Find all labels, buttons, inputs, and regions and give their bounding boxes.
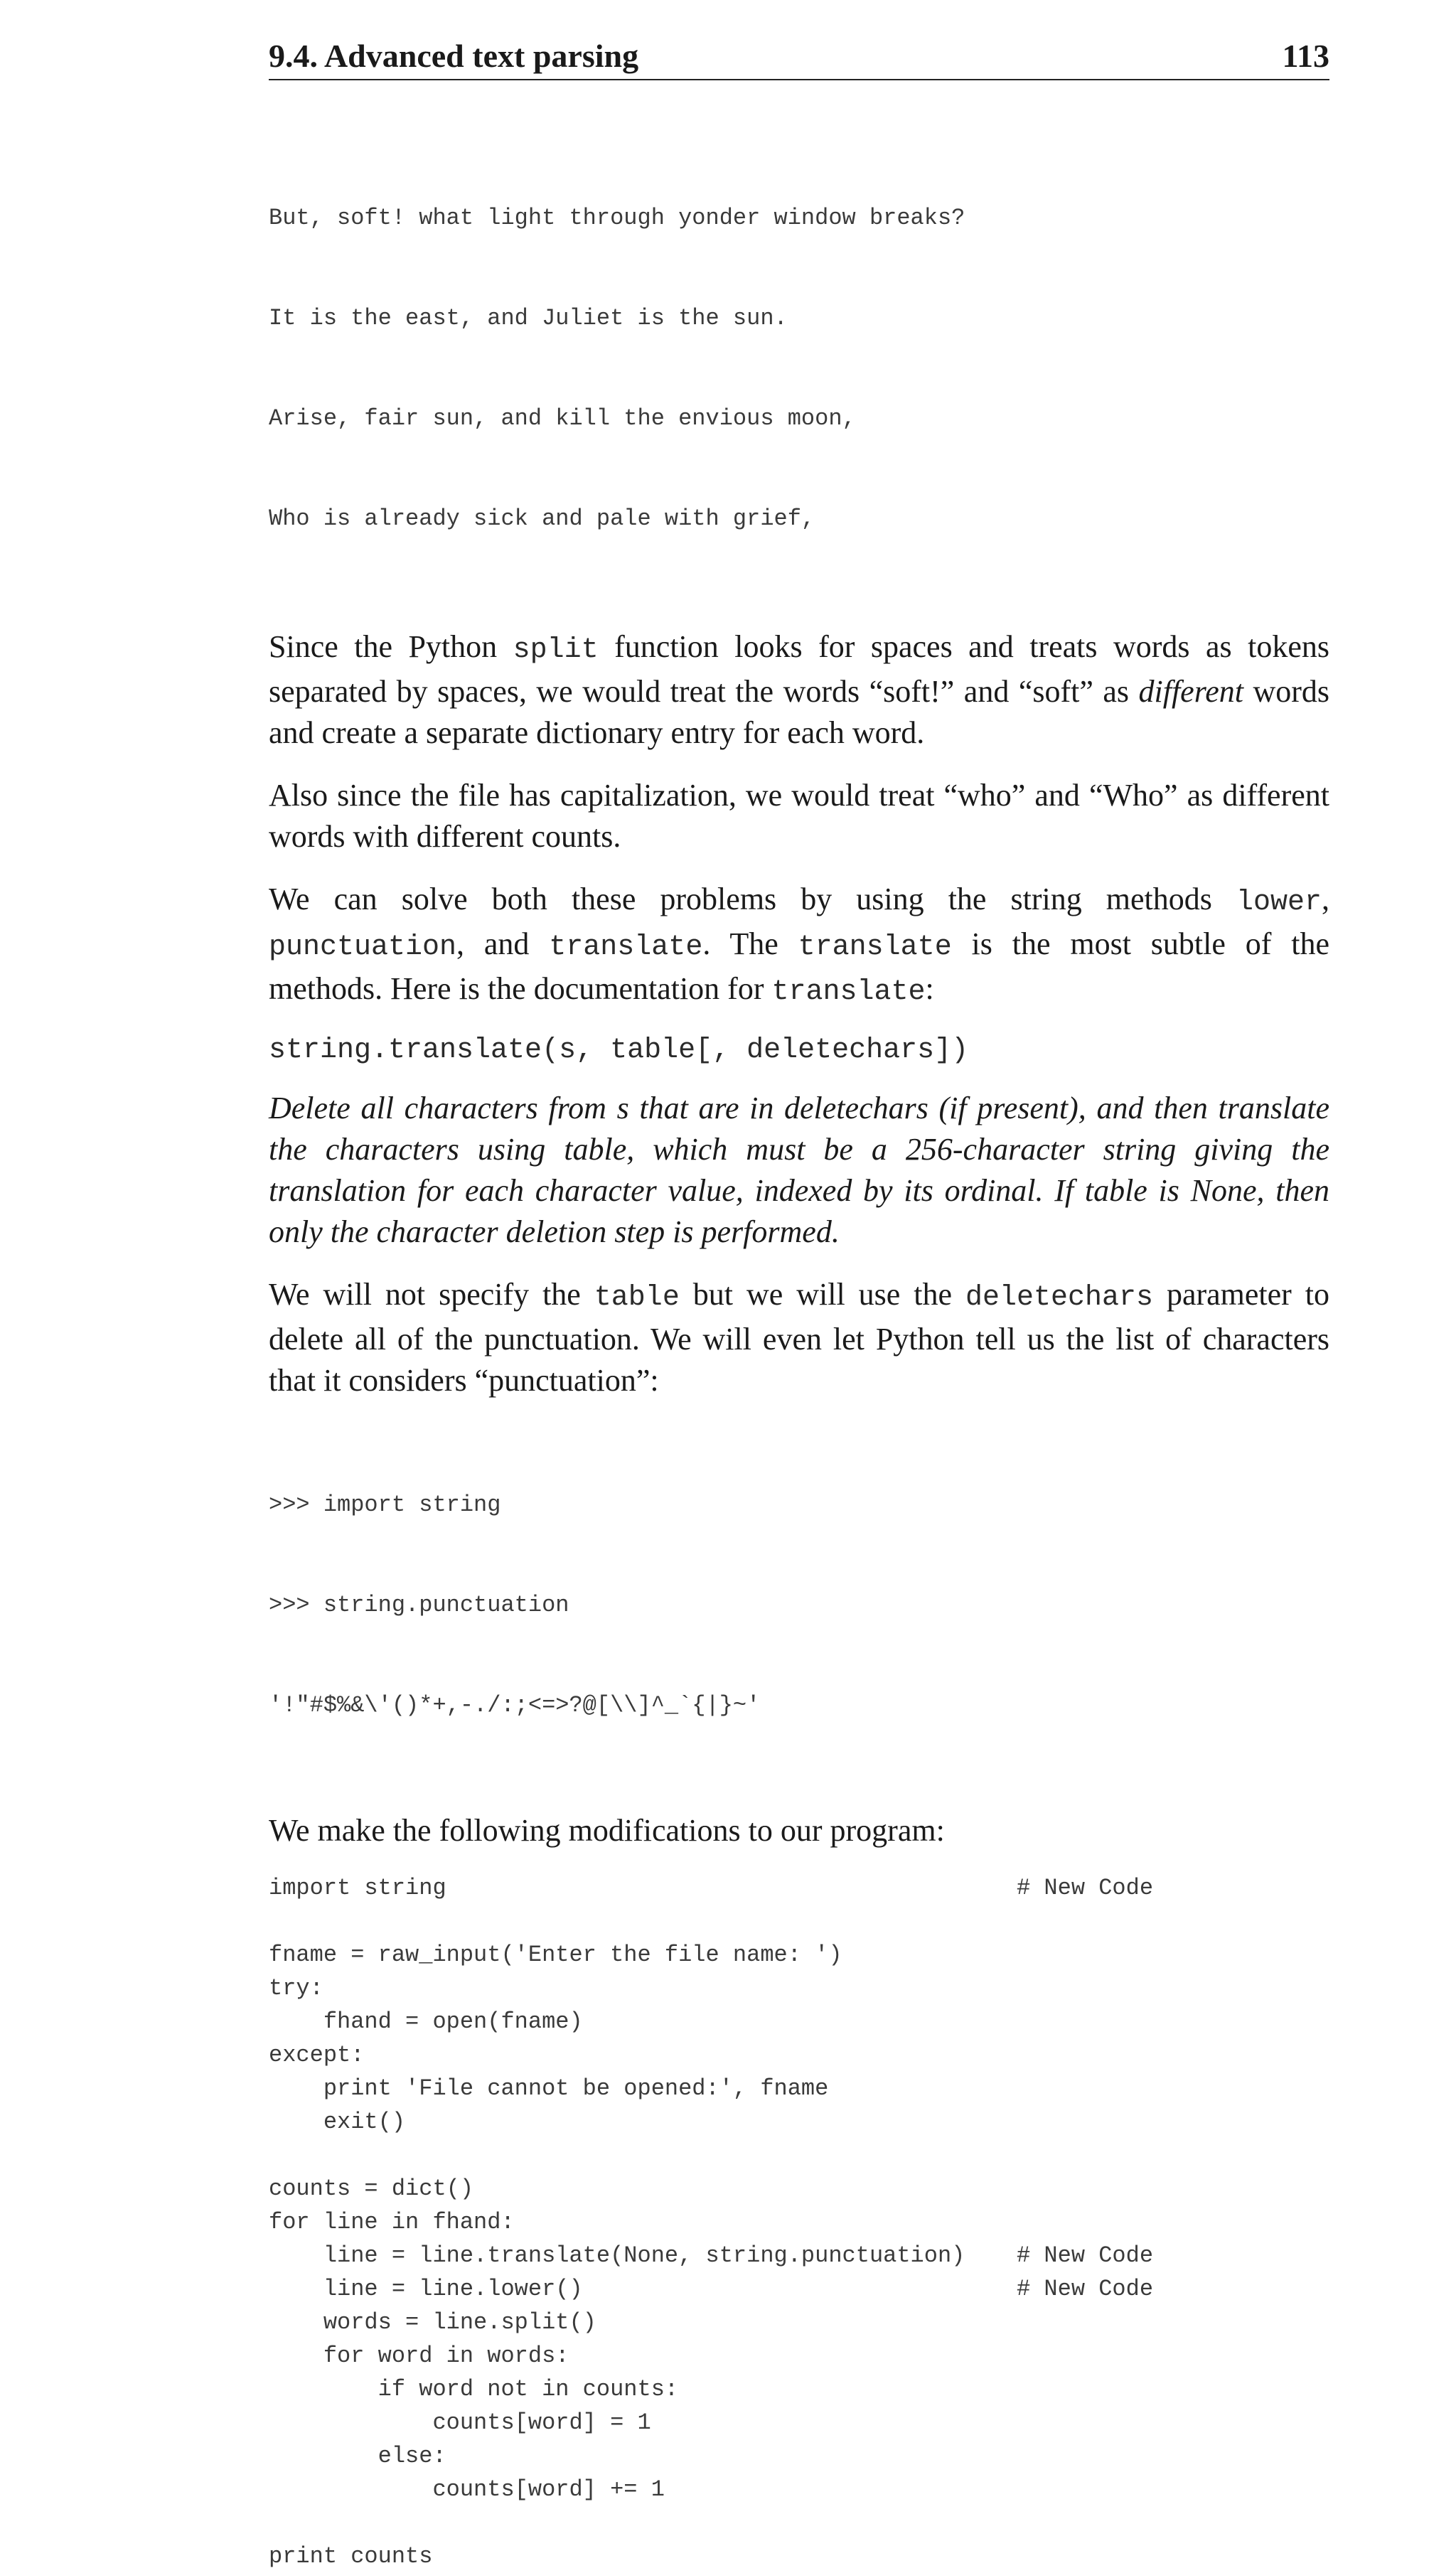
code-text: [269, 1905, 1017, 1938]
program-listing: [269, 1871, 1329, 2573]
code-line: [269, 2072, 1329, 2105]
code-text: fname = raw_input('Enter the file name: '): [269, 1942, 842, 1968]
inline-code: translate: [771, 976, 926, 1008]
code-text: for word in words:: [269, 2343, 569, 2369]
text-run: ,: [1322, 882, 1329, 916]
emphasis: different: [1138, 674, 1243, 709]
inline-code: translate: [549, 931, 703, 963]
function-signature: string.translate(s, table[, deletechars]): [269, 1034, 969, 1066]
code-line: [269, 2272, 1329, 2306]
book-page: [269, 37, 1329, 2573]
code-text: print counts: [269, 2543, 433, 2569]
code-line: [269, 2038, 1329, 2072]
text-run: Since the Python: [269, 629, 513, 664]
code-text: [269, 2139, 1017, 2172]
inline-code: translate: [798, 931, 952, 963]
text-run: but we will use the: [679, 1277, 965, 1312]
code-text: fhand = open(fname): [269, 2008, 583, 2035]
code-text: counts = dict(): [269, 2176, 474, 2202]
paragraph-capitalization: Also since the file has capitalization, we would treat “who” and “Who” as different words with different counts.: [269, 778, 1329, 854]
text-run: . The: [702, 926, 798, 961]
verse-block: [269, 134, 1329, 602]
code-text: line = line.translate(None, string.punctuation): [269, 2242, 965, 2269]
code-text: [269, 2506, 1017, 2540]
verse-line: It is the east, and Juliet is the sun.: [269, 305, 788, 331]
text-run: words and create a separate dictionary entry for each word.: [269, 674, 1329, 750]
code-text: else:: [269, 2443, 446, 2469]
code-text: counts[word] = 1: [269, 2409, 651, 2436]
code-text: exit(): [269, 2109, 406, 2135]
inline-code: lower: [1236, 887, 1322, 919]
verse-line: Who is already sick and pale with grief,: [269, 505, 815, 532]
code-text: try:: [269, 1975, 323, 2001]
documentation-quote: Delete all characters from s that are in deletechars (if present), and then translate the characters using table, which must be a 256-character string giving the translation for each character value, indexed by its ordinal. If table is None, then only the character deletion step is performed.: [269, 1091, 1329, 1249]
code-text: for line in fhand:: [269, 2209, 515, 2235]
inline-code: deletechars: [965, 1282, 1153, 1314]
code-line: [269, 2205, 1329, 2239]
code-line: [269, 2306, 1329, 2339]
code-line: [269, 1871, 1329, 1905]
code-line: [269, 2339, 1329, 2373]
section-title: 9.4. Advanced text parsing: [269, 38, 639, 74]
inline-code: table: [594, 1282, 680, 1314]
code-comment: # New Code: [1017, 2276, 1154, 2302]
inline-code: punctuation: [269, 931, 457, 963]
repl-line: >>> string.punctuation: [269, 1592, 569, 1618]
text-run: We will not specify the: [269, 1277, 594, 1312]
text-run: :: [925, 971, 934, 1006]
code-line: [269, 2239, 1329, 2272]
code-text: line = line.lower(): [269, 2276, 583, 2302]
code-line: [269, 1972, 1329, 2005]
code-line: [269, 1905, 1329, 1938]
code-line: [269, 2005, 1329, 2038]
code-line: [269, 2439, 1329, 2473]
text-run: function looks for spaces and treats words as tokens separated by spaces, we would treat the words “soft!” and “soft” as: [269, 629, 1329, 709]
verse-line: But, soft! what light through yonder window breaks?: [269, 205, 965, 231]
code-line: [269, 2139, 1329, 2172]
text-run: , and: [456, 926, 550, 961]
paragraph-split-explanation: [269, 626, 1329, 754]
code-line: [269, 2506, 1329, 2540]
running-header: [269, 37, 1329, 80]
text-run: parameter to delete all of the punctuation. We will even let Python tell us the list of characters that it considers “punctuation”:: [269, 1277, 1329, 1398]
code-line: [269, 2473, 1329, 2506]
code-line: [269, 1938, 1329, 1972]
repl-line: >>> import string: [269, 1492, 501, 1518]
repl-line: '!"#$%&\'()*+,-./:;<=>?@[\\]^_`{|}~': [269, 1692, 761, 1718]
code-text: counts[word] += 1: [269, 2476, 665, 2503]
code-comment: # New Code: [1017, 1875, 1154, 1901]
paragraph-modifications: We make the following modifications to our program:: [269, 1813, 945, 1848]
text-run: is the most subtle of the methods. Here is the documentation for: [269, 926, 1329, 1006]
code-text: except:: [269, 2042, 365, 2068]
repl-block: [269, 1421, 1329, 1789]
text-run: We can solve both these problems by using the string methods: [269, 882, 1236, 916]
code-text: if word not in counts:: [269, 2376, 679, 2402]
code-text: print 'File cannot be opened:', fname: [269, 2075, 829, 2102]
code-line: [269, 2406, 1329, 2439]
code-text: words = line.split(): [269, 2309, 596, 2336]
verse-line: Arise, fair sun, and kill the envious moon,: [269, 405, 856, 432]
paragraph-deletechars: [269, 1274, 1329, 1401]
code-line: [269, 2172, 1329, 2205]
page-number: 113: [1282, 38, 1329, 74]
paragraph-methods: [269, 879, 1329, 1013]
code-text: import string: [269, 1875, 446, 1901]
inline-code: split: [513, 634, 599, 666]
code-comment: # New Code: [1017, 2242, 1154, 2269]
code-line: [269, 2540, 1329, 2573]
code-line: [269, 2105, 1329, 2139]
code-line: [269, 2373, 1329, 2406]
